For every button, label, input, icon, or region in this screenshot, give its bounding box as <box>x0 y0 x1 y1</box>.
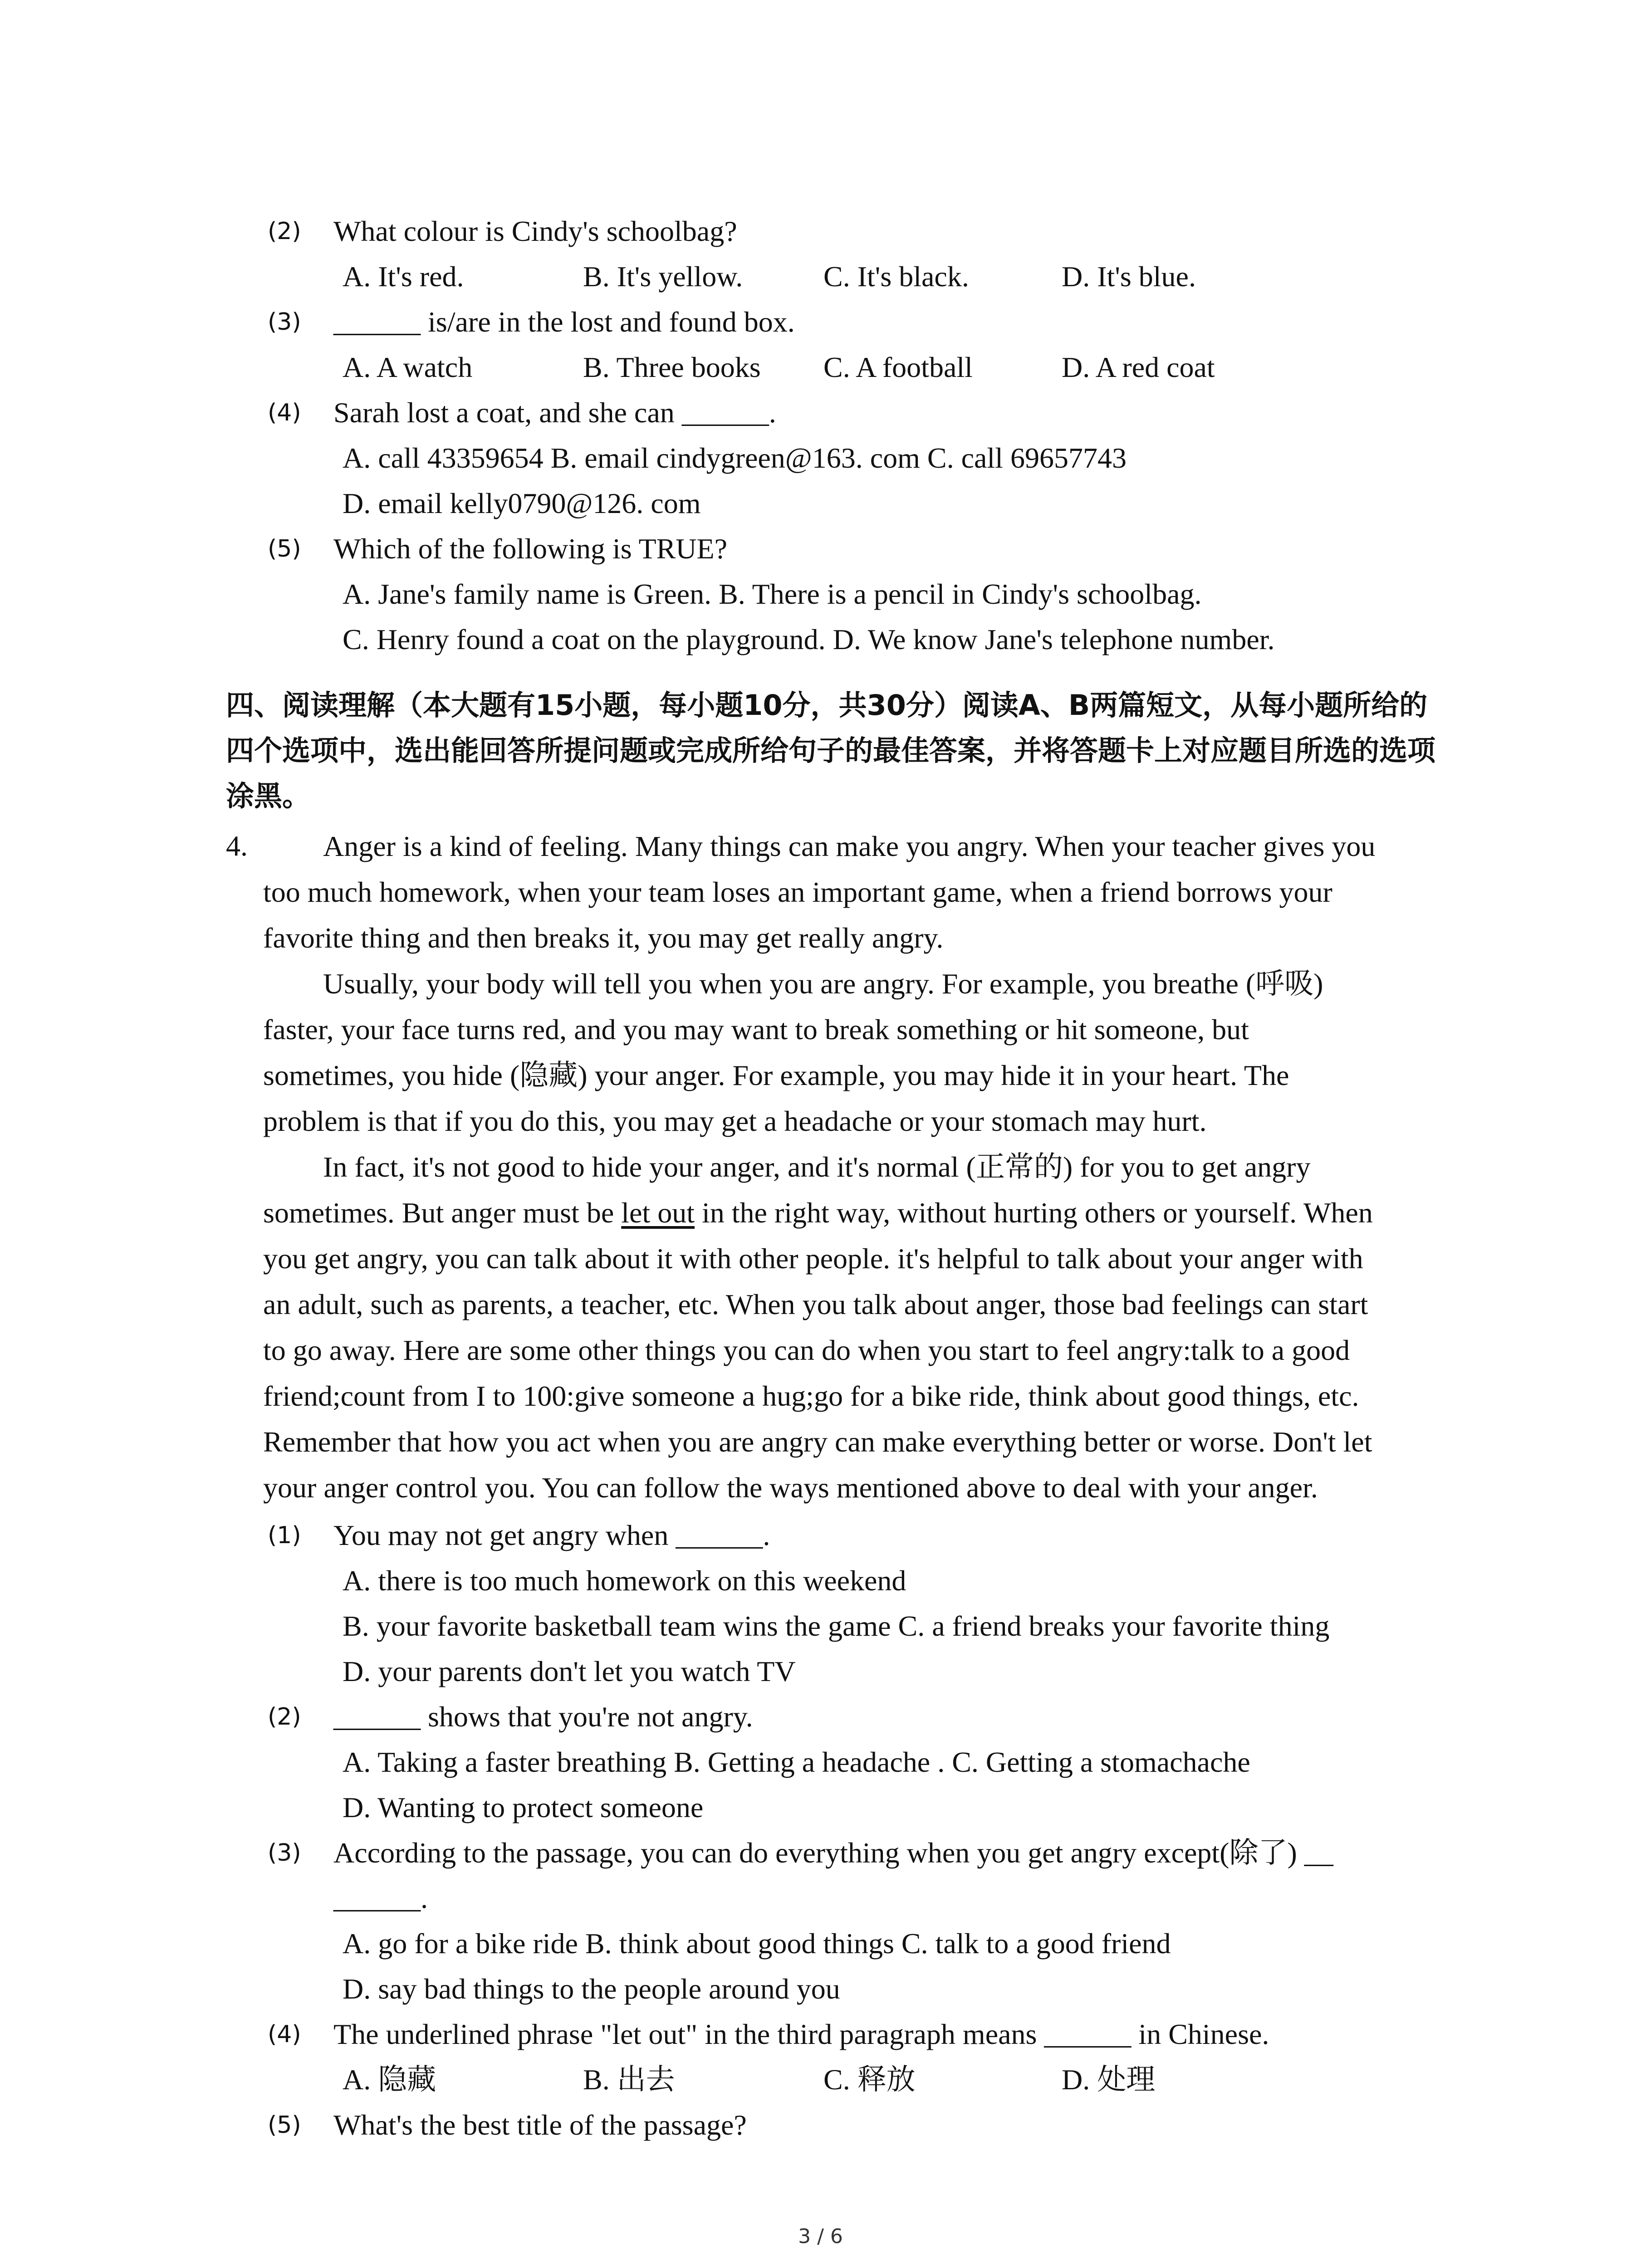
question-stem: What colour is Cindy's schoolbag? <box>333 215 737 247</box>
options-line: C. Henry found a coat on the playground. D. We know Jane's telephone number. <box>343 623 1275 655</box>
options-line: A. Jane's family name is Green. B. There is a pencil in Cindy's schoolbag. <box>343 578 1202 610</box>
passage-line: Anger is a kind of feeling. Many things can make you angry. When your teacher gives you <box>323 830 1376 862</box>
question-stem-continued: ______. <box>333 1882 428 1914</box>
passage-line: In fact, it's not good to hide your anger, and it's normal (正常的) for you to get angry <box>323 1151 1311 1183</box>
question-number: 4. <box>226 830 248 862</box>
passage-line: faster, your face turns red, and you may want to break something or hit someone, but <box>263 1013 1249 1046</box>
option-b: B. 出去 <box>583 2063 675 2096</box>
option-a: A. A watch <box>343 351 473 383</box>
question-stem: You may not get angry when ______. <box>333 1519 770 1551</box>
question-number: (2) <box>268 1703 301 1730</box>
question-stem: ______ shows that you're not angry. <box>333 1701 753 1733</box>
option-c: C. It's black. <box>823 260 969 293</box>
option-b: B. It's yellow. <box>583 260 743 293</box>
question-number: (5) <box>268 535 301 562</box>
passage-line: an adult, such as parents, a teacher, etc. When you talk about anger, those bad feelings can start <box>263 1288 1368 1320</box>
question-number: (1) <box>268 1522 301 1549</box>
option-c: C. 释放 <box>823 2063 916 2096</box>
passage-text: in the right way, without hurting others or yourself. When <box>694 1197 1373 1229</box>
passage-line: you get angry, you can talk about it with other people. it's helpful to talk about your anger with <box>263 1242 1363 1275</box>
passage-line: Usually, your body will tell you when you are angry. For example, you breathe (呼吸) <box>323 968 1323 1000</box>
question-number: (2) <box>268 218 301 245</box>
question-number: (5) <box>268 2112 301 2139</box>
section-heading: 四、阅读理解（本大题有15小题，每小题10分，共30分）阅读A、B两篇短文，从每小题所给的四个选项中，选出能回答所提问题或完成所给句子的最佳答案，并将答题卡上对应题目所选的选项涂黑。 <box>226 689 1436 812</box>
question-number: (4) <box>268 399 301 426</box>
option-c: C. A football <box>823 351 973 383</box>
page-number: 3 / 6 <box>798 2225 843 2248</box>
options-line: B. your favorite basketball team wins the game C. a friend breaks your favorite thing <box>343 1610 1330 1642</box>
passage-line <box>263 1190 1373 1236</box>
question-stem: According to the passage, you can do everything when you get angry except(除了) __ <box>333 1837 1333 1869</box>
options-line: A. go for a bike ride B. think about good things C. talk to a good friend <box>343 1927 1171 1960</box>
passage-line: sometimes, you hide (隐藏) your anger. For example, you may hide it in your heart. The <box>263 1059 1289 1091</box>
passage-line: too much homework, when your team loses an important game, when a friend borrows your <box>263 876 1332 908</box>
options-line: D. your parents don't let you watch TV <box>343 1655 796 1687</box>
underlined-phrase: let out <box>621 1197 695 1229</box>
passage-line: Remember that how you act when you are angry can make everything better or worse. Don't let <box>263 1426 1372 1458</box>
options-line: A. call 43359654 B. email cindygreen@163. com C. call 69657743 <box>343 442 1127 474</box>
option-d: D. It's blue. <box>1062 260 1196 293</box>
question-stem: Which of the following is TRUE? <box>333 533 727 565</box>
options-line: D. email kelly0790@126. com <box>343 487 701 519</box>
passage-line: your anger control you. You can follow the ways mentioned above to deal with your anger. <box>263 1471 1318 1504</box>
question-stem: The underlined phrase "let out" in the third paragraph means ______ in Chinese. <box>333 2018 1269 2050</box>
question-stem: Sarah lost a coat, and she can ______. <box>333 396 776 429</box>
question-stem: ______ is/are in the lost and found box. <box>333 306 795 338</box>
option-a: A. It's red. <box>343 260 464 293</box>
passage-line: problem is that if you do this, you may get a headache or your stomach may hurt. <box>263 1105 1207 1137</box>
option-d: D. 处理 <box>1062 2063 1156 2096</box>
options-line: A. there is too much homework on this weekend <box>343 1564 906 1597</box>
option-a: A. 隐藏 <box>343 2063 436 2096</box>
passage-line: favorite thing and then breaks it, you may get really angry. <box>263 922 944 954</box>
question-number: (3) <box>268 308 301 336</box>
question-number: (3) <box>268 1839 301 1867</box>
options-line: D. say bad things to the people around you <box>343 1973 840 2005</box>
option-b: B. Three books <box>583 351 761 383</box>
question-number: (4) <box>268 2021 301 2048</box>
passage-line: friend;count from I to 100:give someone a hug;go for a bike ride, think about good things, etc. <box>263 1380 1359 1412</box>
passage-text: sometimes. But anger must be <box>263 1197 622 1229</box>
options-line: A. Taking a faster breathing B. Getting a headache . C. Getting a stomachache <box>343 1746 1250 1778</box>
passage-line: to go away. Here are some other things you can do when you start to feel angry:talk to a good <box>263 1334 1350 1366</box>
option-d: D. A red coat <box>1062 351 1215 383</box>
options-line: D. Wanting to protect someone <box>343 1791 704 1823</box>
question-stem: What's the best title of the passage? <box>333 2109 747 2141</box>
